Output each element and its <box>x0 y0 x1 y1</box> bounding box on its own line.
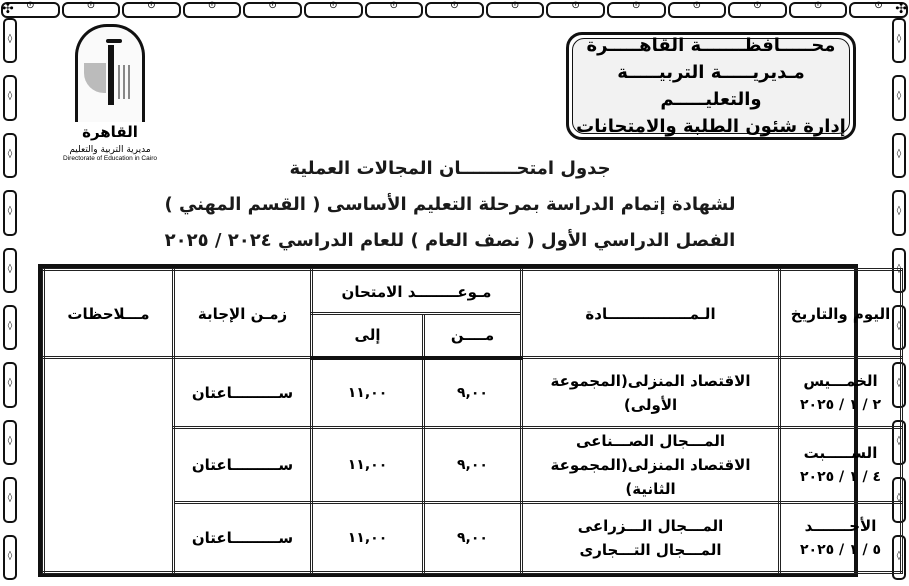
row-duration: ســـــــــاعتان <box>174 503 312 573</box>
row-date: ٤ / ١ / ٢٠٢٥ <box>799 469 882 485</box>
table-row <box>44 358 902 428</box>
header-notes: مـــلاحظات <box>44 270 174 358</box>
row-to-time: ١١,٠٠ <box>312 503 424 573</box>
governorate-line: محـــــافظـــــــة القاهـــــرة <box>586 35 836 56</box>
logo-arch-icon <box>75 24 145 122</box>
logo-arabic-caption: مديرية التربية والتعليم <box>69 145 151 155</box>
row-day: الأحـــــــد <box>804 516 877 535</box>
row-day: الســـــبت <box>803 444 878 462</box>
corner-ornament-icon: ✣ <box>2 1 14 17</box>
document-title: جدول امتحـــــــــان المجالات العملية <box>289 158 611 179</box>
logo-english-caption: Directorate of Education in Cairo <box>63 155 157 162</box>
header-duration: زمـن الإجابة <box>174 270 312 358</box>
row-date: ٢ / ١ / ٢٠٢٥ <box>799 396 882 413</box>
directorate-line: مـديريـــــة التربيـــــة والتعليـــــم <box>617 62 805 110</box>
row-from-time: ٩,٠٠ <box>424 503 522 573</box>
row-subject-line: المـــجال الصـــناعى <box>575 432 725 450</box>
row-subject-line: المـــجال التـــجارى <box>579 540 722 559</box>
row-date: ٥ / ١ / ٢٠٢٥ <box>799 541 882 558</box>
header-exam-time: مـوعــــــــد الامتحان <box>312 270 522 314</box>
row-subject-line: المـــجال الـــزراعى <box>577 516 724 535</box>
row-subject-line: الاقتصاد المنزلى(المجموعة الثانية) <box>550 456 751 498</box>
document-term: الفصل الدراسي الأول ( نصف العام ) للعام الدراسي ٢٠٢٤ / ٢٠٢٥ <box>164 230 736 251</box>
row-from-time: ٩,٠٠ <box>424 428 522 503</box>
authority-header-box <box>566 32 856 140</box>
row-duration: ســـــــــاعتان <box>174 358 312 428</box>
header-to: إلى <box>312 314 424 358</box>
decorative-border-top <box>0 0 909 16</box>
row-duration: ســـــــــاعتان <box>174 428 312 503</box>
header-subject: الـمــــــــــــــــادة <box>522 270 780 358</box>
row-to-time: ١١,٠٠ <box>312 428 424 503</box>
header-day-date: اليوم والتاريخ <box>780 270 902 358</box>
notes-cell <box>44 358 174 573</box>
row-subject-line: الاقتصاد المنزلى(المجموعة الأولى) <box>550 371 751 414</box>
header-from: مــــن <box>424 314 522 358</box>
department-line: إدارة شئون الطلبة والامتحانات <box>576 116 846 137</box>
row-to-time: ١١,٠٠ <box>312 358 424 428</box>
exam-schedule-table <box>38 264 891 577</box>
corner-ornament-icon: ✣ <box>895 1 907 17</box>
document-subtitle: لشهادة إتمام الدراسة بمرحلة التعليم الأساسى ( القسم المهني ) <box>164 194 736 215</box>
decorative-border-left <box>2 12 18 586</box>
row-day: الخمـــيس <box>803 371 878 390</box>
row-from-time: ٩,٠٠ <box>424 358 522 428</box>
cairo-education-logo <box>60 24 160 162</box>
document-title-block <box>150 151 750 259</box>
logo-wordmark: القاهرة <box>82 123 138 141</box>
